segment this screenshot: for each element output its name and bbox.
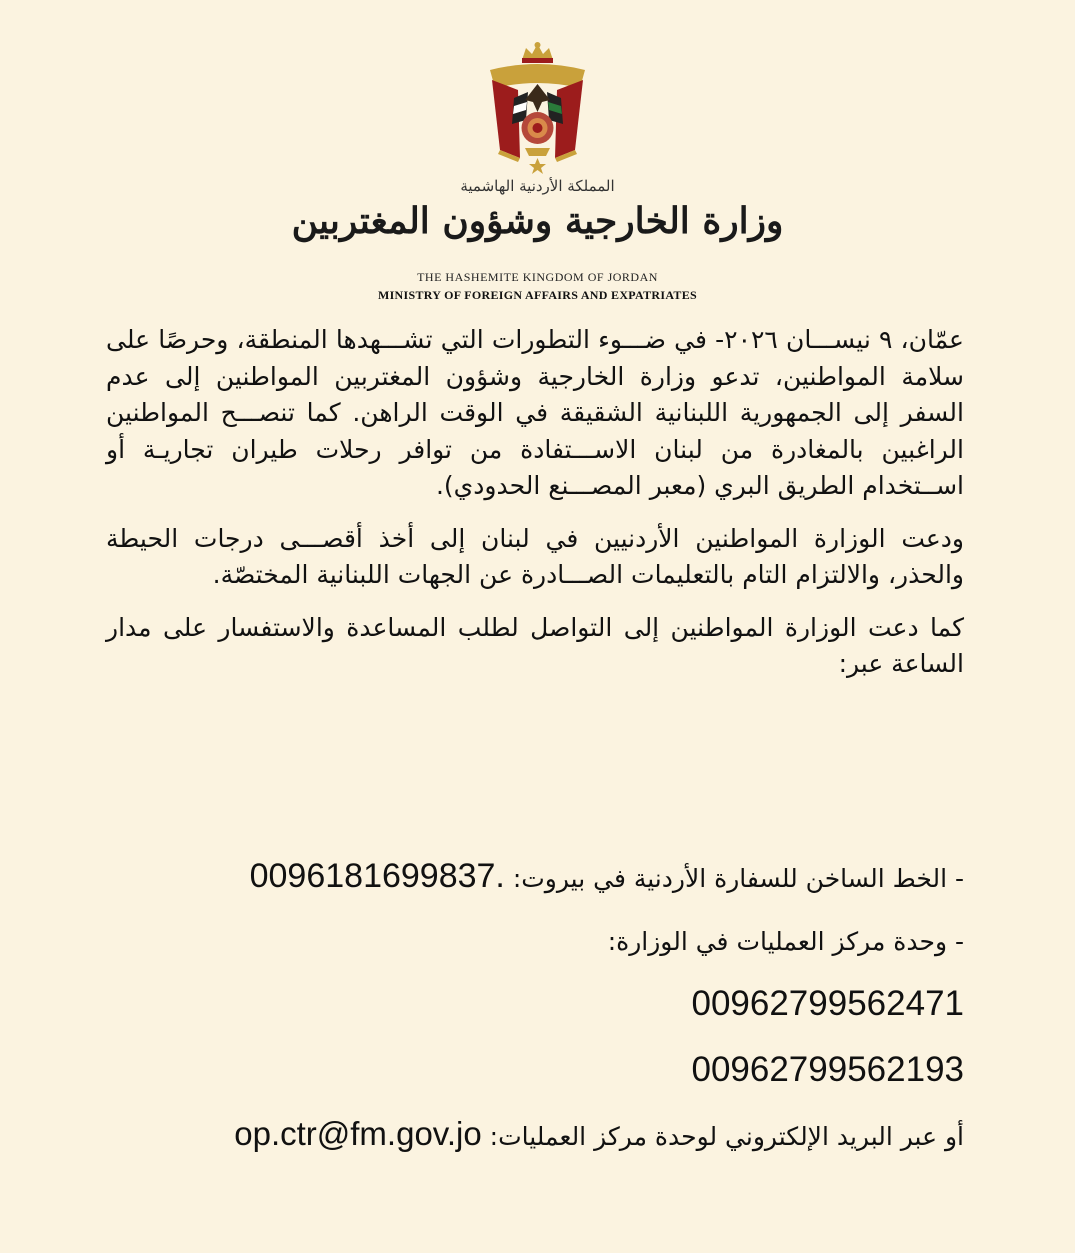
email-label: أو عبر البريد الإلكتروني لوحدة مركز العمليات: — [489, 1122, 964, 1151]
hotline-number[interactable]: 0096181699837. — [249, 857, 505, 895]
ops-phone-1[interactable]: 00962799562471 — [691, 984, 964, 1023]
hotline-label: - الخط الساخن للسفارة الأردنية في بيروت: — [512, 864, 964, 893]
paragraph-contact-intro: كما دعت الوزارة المواطنين إلى التواصل لطلب المساعدة والاستفسار على مدار الساعة عبر: — [106, 612, 964, 678]
paragraph-caution: ودعت الوزارة المواطنين الأردنيين في لبنان إلى أخذ أقصـــى درجات الحيطة والحذر، والالتزام التام بالتعليمات الصـــادرة عن الجهات اللبنانية المختصّة. — [106, 523, 964, 589]
ministry-arabic-name: وزارة الخارجية وشؤون المغتربين — [291, 200, 784, 242]
letterhead — [0, 40, 1075, 310]
email-row — [106, 1116, 964, 1155]
statement-body — [106, 322, 964, 701]
kingdom-arabic-name: المملكة الأردنية الهاشمية — [460, 177, 615, 195]
paragraph-travel-advisory: عمّان، ٩ نيســـان ٢٠٢٦- في ضـــوء التطورات التي تشـــهدها المنطقة، وحرصًا على سلامة المواطنين، تدعو وزارة الخارجية وشؤون المغتربين المواطنين إلى عدم السفر إلى الجمهورية اللبنانية الشقيقة في الوقت الراهن. كما تنصـــح المواطنين الراغبين بالمغادرة من لبنان الاســـتفادة من توافر رحلات طيران تجاريـة أو اســتخدام الطريق البري (معبر المصـــنع الحدودي). — [106, 325, 964, 500]
kingdom-english-name: THE HASHEMITE KINGDOM OF JORDAN — [417, 270, 658, 284]
ops-center-label: - وحدة مركز العمليات في الوزارة: — [607, 927, 964, 956]
jordan-coat-of-arms-icon — [480, 40, 595, 175]
ops-email-link[interactable]: op.ctr@fm.gov.jo — [234, 1115, 482, 1152]
ministry-english-name: MINISTRY OF FOREIGN AFFAIRS AND EXPATRIATES — [377, 288, 698, 302]
hotline-row — [106, 858, 964, 897]
ops-center-row — [106, 924, 964, 960]
ops-phone-2[interactable]: 00962799562193 — [691, 1050, 964, 1089]
